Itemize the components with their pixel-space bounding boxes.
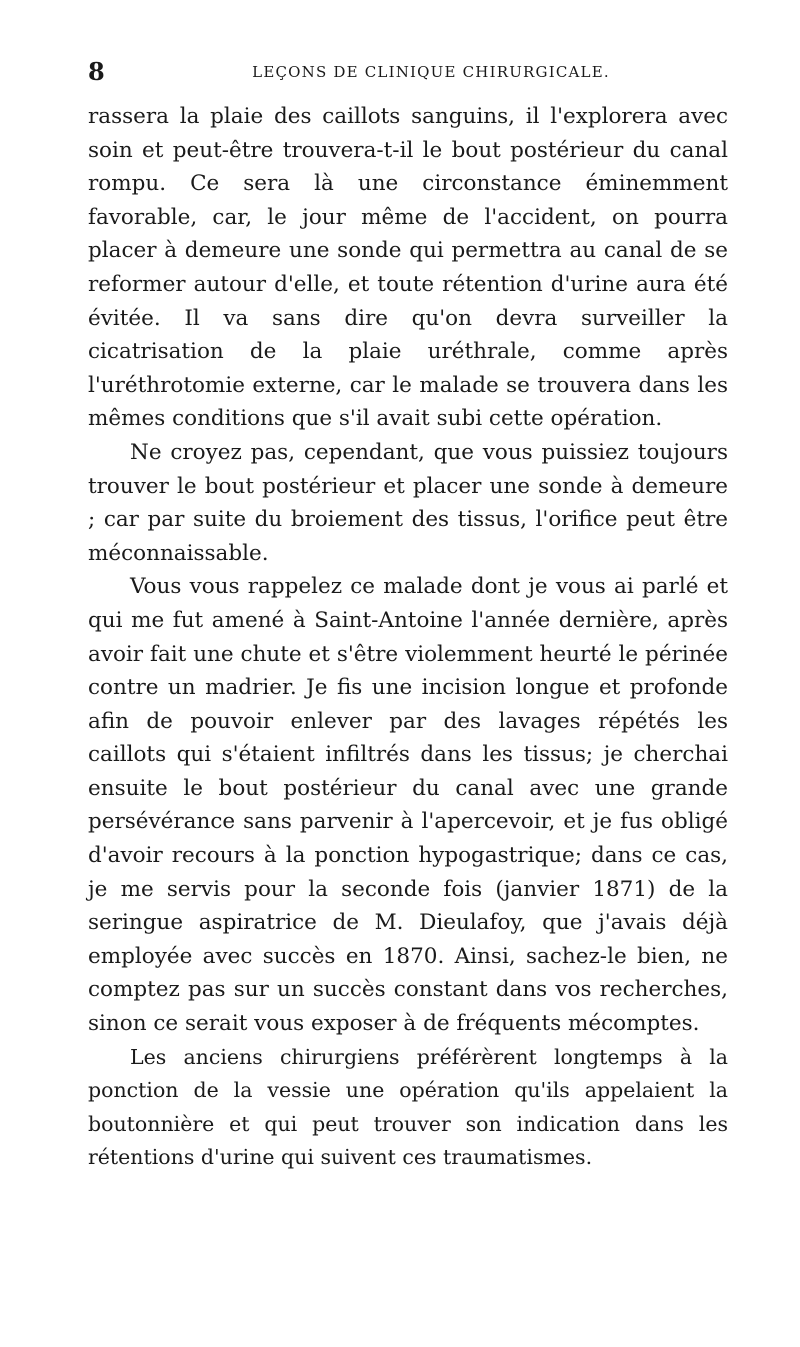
running-title: LEÇONS DE CLINIQUE CHIRURGICALE. bbox=[252, 63, 610, 81]
paragraph-3: Vous vous rappelez ce malade dont je vous ai parlé et qui me fut amené à Saint-Antoine l'année dernière, après avoir fait une chute et s'être violemment heurté le périnée contre un madrier. Je fis une incision longue et profonde afin de pouvoir enlever par des lavages répétés les caillots qui s'étaient infiltrés dans les tissus; je cherchai ensuite le bout postérieur du canal avec une grande persévérance sans parvenir à l'apercevoir, et je fus obligé d'avoir recours à la ponction hypogastrique; dans ce cas, je me servis pour la seconde fois (janvier 1871) de la seringue aspiratrice de M. Dieulafoy, que j'avais déjà employée avec succès en 1870. Ainsi, sachez-le bien, ne comptez pas sur un succès constant dans vos recherches, sinon ce serait vous exposer à de fréquents mécomptes. bbox=[88, 574, 728, 1037]
running-head bbox=[88, 58, 734, 86]
paragraph-1: rassera la plaie des caillots sanguins, il l'explorera avec soin et peut-être trouvera-t-il le bout postérieur du canal rompu. Ce sera là une circonstance éminemment favorable, car, le jour même de l'accident, on pourra placer à demeure une sonde qui permettra au canal de se reformer autour d'elle, et toute rétention d'urine aura été évitée. Il va sans dire qu'on devra surveiller la cicatrisation de la plaie uréthrale, comme après l'uréthrotomie externe, car le malade se trouvera dans les mêmes conditions que s'il avait subi cette opération. bbox=[88, 104, 728, 432]
body-text bbox=[88, 100, 728, 1175]
paragraph-2: Ne croyez pas, cependant, que vous puissiez toujours trouver le bout postérieur et placer une sonde à demeure ; car par suite du broiement des tissus, l'orifice peut être méconnaissable. bbox=[88, 439, 728, 566]
paragraph-4: Les anciens chirurgiens préférèrent longtemps à la ponction de la vessie une opération qu'ils appelaient la boutonnière et qui peut trouver son indication dans les rétentions d'urine qui suivent ces traumatismes. bbox=[88, 1044, 728, 1170]
page-number: 8 bbox=[88, 57, 105, 86]
